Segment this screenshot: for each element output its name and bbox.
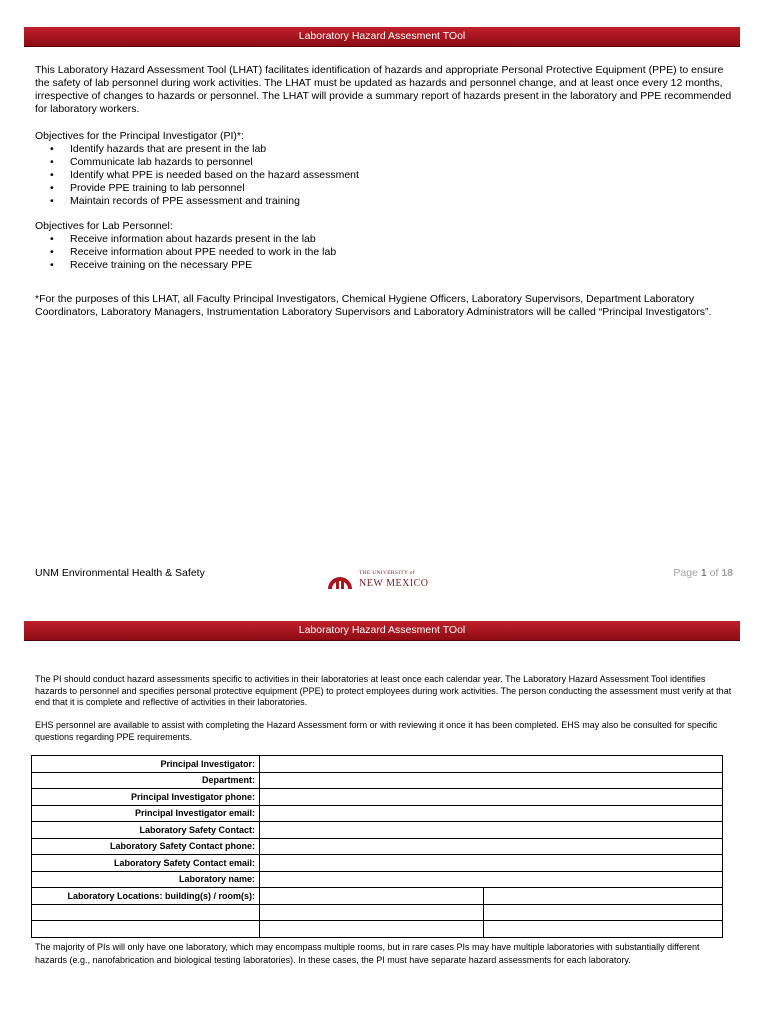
table-row bbox=[32, 789, 723, 806]
header-title: Laboratory Hazard Assesment TOol bbox=[298, 624, 466, 636]
location-field[interactable] bbox=[260, 904, 484, 921]
form-label: Laboratory Safety Contact: bbox=[32, 822, 260, 839]
safety-contact-email-field[interactable] bbox=[260, 855, 723, 872]
list-item: • Receive training on the necessary PPE bbox=[35, 259, 695, 272]
department-field[interactable] bbox=[260, 772, 723, 789]
form-label: Laboratory name: bbox=[32, 871, 260, 888]
footer-organization: UNM Environmental Health & Safety bbox=[35, 567, 205, 579]
page-current: 1 bbox=[700, 567, 707, 579]
intro-paragraph: This Laboratory Hazard Assessment Tool (LHAT) facilitates identification of hazards and appropriate Personal Protective Equipment (PPE) to ensure the safety of lab personnel during work activities. The LHAT must be updated as hazards and personnel change, and at least once every 12 months, irrespective of changes to hazards or personnel. The LHAT will provide a summary report of hazards present in the laboratory and PPE recommended for laboratory workers. bbox=[35, 64, 732, 115]
header-title: Laboratory Hazard Assesment TOol bbox=[298, 30, 466, 42]
assessment-instructions: The PI should conduct hazard assessments specific to activities in their laboratories at least once each calendar year. The Laboratory Hazard Assessment Tool identifies hazards to personnel and specifies personal protective equipment (PPE) to protect employees during work activities. The person conducting the assessment must verify at that end that it is complete and reflective of activities in their laboratories. bbox=[35, 674, 732, 707]
pi-phone-field[interactable] bbox=[260, 789, 723, 806]
table-row bbox=[32, 756, 723, 773]
pi-email-field[interactable] bbox=[260, 805, 723, 822]
table-row bbox=[32, 838, 723, 855]
safety-contact-field[interactable] bbox=[260, 822, 723, 839]
list-item: • Identify hazards that are present in the lab bbox=[35, 143, 695, 156]
form-label: Laboratory Locations: building(s) / room(s): bbox=[32, 888, 260, 905]
location-field[interactable] bbox=[484, 921, 723, 938]
list-item: • Identify what PPE is needed based on the hazard assessment bbox=[35, 169, 695, 182]
table-row bbox=[32, 822, 723, 839]
table-row bbox=[32, 805, 723, 822]
ehs-assistance-paragraph: EHS personnel are available to assist with completing the Hazard Assessment form or with reviewing it once it has been completed. EHS may also be consulted for specific questions regarding PPE requirements. bbox=[35, 720, 718, 742]
location-field[interactable] bbox=[484, 904, 723, 921]
page-label: Page bbox=[673, 567, 698, 579]
lab-personnel-list bbox=[35, 233, 695, 272]
location-field[interactable] bbox=[32, 904, 260, 921]
unm-seal-icon bbox=[327, 570, 353, 590]
form-label: Principal Investigator phone: bbox=[32, 789, 260, 806]
safety-contact-phone-field[interactable] bbox=[260, 838, 723, 855]
pi-objectives-list bbox=[35, 143, 695, 208]
pi-definition-footnote: *For the purposes of this LHAT, all Faculty Principal Investigators, Chemical Hygiene Officers, Laboratory Supervisors, Department Laboratory Coordinators, Laboratory Managers, Instrumentation Laboratory Supervisors and Laboratory Administrators will be called “Principal Investigators”. bbox=[35, 293, 712, 318]
logo-text-main: NEW MEXICO bbox=[359, 578, 429, 589]
form-label: Principal Investigator: bbox=[32, 756, 260, 773]
pi-objectives-heading: Objectives for the Principal Investigator (PI)*: bbox=[35, 130, 244, 142]
table-row bbox=[32, 921, 723, 938]
list-item: • Communicate lab hazards to personnel bbox=[35, 156, 695, 169]
table-row bbox=[32, 904, 723, 921]
table-row bbox=[32, 772, 723, 789]
multiple-labs-note: The majority of PIs will only have one laboratory, which may encompass multiple rooms, but in rare cases PIs may have multiple laboratories with substantially different hazards (e.g., nanofabrication and biological testing laboratories). In these cases, the PI must have separate hazard assessments for each laboratory. bbox=[35, 942, 700, 965]
page-of: of bbox=[709, 567, 719, 579]
page-number bbox=[673, 567, 733, 579]
list-item: • Receive information about PPE needed to work in the lab bbox=[35, 246, 695, 259]
table-row bbox=[32, 855, 723, 872]
page-header-banner bbox=[24, 621, 740, 641]
form-label: Department: bbox=[32, 772, 260, 789]
logo-text-top: THE UNIVERSITY of bbox=[359, 570, 415, 576]
location-field[interactable] bbox=[32, 921, 260, 938]
unm-logo bbox=[327, 568, 437, 592]
location-field[interactable] bbox=[260, 921, 484, 938]
location-field[interactable] bbox=[484, 888, 723, 905]
list-item: • Provide PPE training to lab personnel bbox=[35, 182, 695, 195]
page-total: 18 bbox=[721, 567, 733, 579]
location-field[interactable] bbox=[260, 888, 484, 905]
table-row bbox=[32, 888, 723, 905]
page-header-banner bbox=[24, 27, 740, 47]
table-row bbox=[32, 871, 723, 888]
list-item: • Receive information about hazards present in the lab bbox=[35, 233, 695, 246]
lab-name-field[interactable] bbox=[260, 871, 723, 888]
form-label: Laboratory Safety Contact email: bbox=[32, 855, 260, 872]
form-label: Principal Investigator email: bbox=[32, 805, 260, 822]
pi-name-field[interactable] bbox=[260, 756, 723, 773]
lab-personnel-heading: Objectives for Lab Personnel: bbox=[35, 220, 173, 232]
list-item: • Maintain records of PPE assessment and training bbox=[35, 195, 695, 208]
lab-info-form bbox=[31, 755, 723, 938]
form-label: Laboratory Safety Contact phone: bbox=[32, 838, 260, 855]
